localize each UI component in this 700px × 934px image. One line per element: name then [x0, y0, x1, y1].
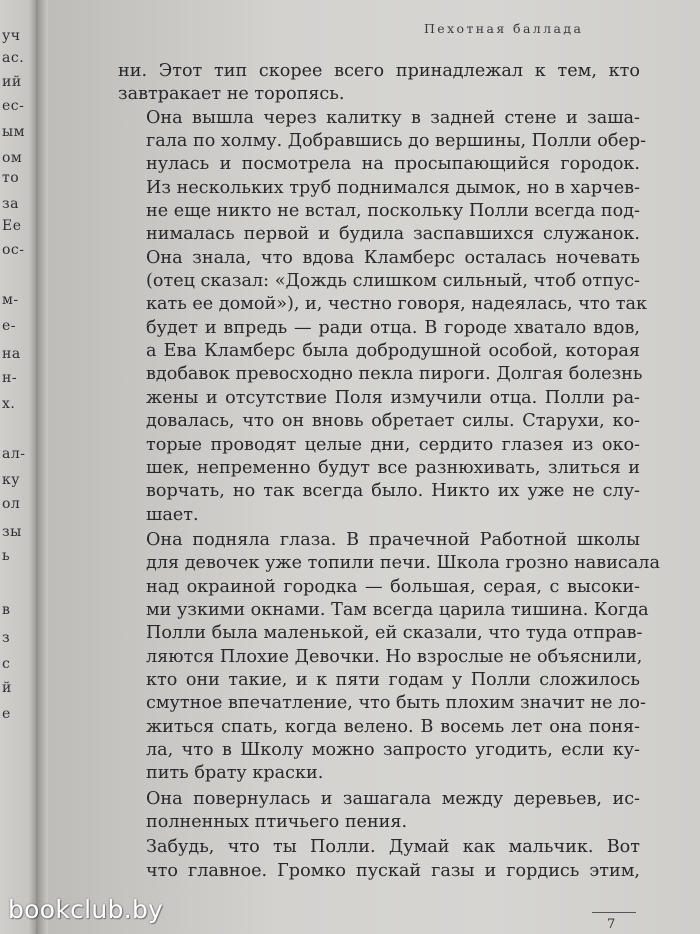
text-line: Она подняла глаза. В прачечной Работной школы [146, 529, 640, 550]
text-line: смутное впечатление, что быть плохим значит не ло- [146, 693, 646, 714]
text-line: кто они такие, и к пяти годам у Полли сложилось [146, 669, 640, 690]
text-line: кать ее домой»), и, честно говоря, надеялась, что так [146, 294, 647, 315]
left-page-fragment: ь [2, 548, 11, 564]
left-page-fragment: й [2, 680, 12, 696]
left-page-fragment: е- [2, 318, 17, 334]
left-page-fragment: на [2, 346, 21, 362]
text-line: ми узкими окнами. Там всегда царила тишина. Когда [146, 599, 649, 620]
left-page-fragment: то [2, 170, 20, 186]
left-page-fragment: е [2, 706, 11, 722]
left-page-fragment: ий [2, 74, 22, 90]
text-line: Она знала, что вдова Кламберс осталась ночевать [146, 247, 640, 268]
text-line: шает. [146, 504, 199, 525]
page-number: 7 [607, 917, 616, 932]
left-page-fragment: ом [2, 150, 23, 166]
text-line: шек, непременно будут все разнюхивать, злиться и [146, 457, 640, 478]
text-line: пить брату краски. [146, 763, 324, 784]
left-page-fragment: ал- [2, 446, 26, 462]
left-page-fragment: ас. [2, 50, 25, 66]
text-line: вдобавок превосходно пекла пироги. Долгая болезнь [146, 364, 643, 385]
running-header: Пехотная баллада [424, 21, 584, 36]
left-page-edge [0, 0, 36, 934]
text-line: торые проводят целые дни, сердито глазея из око- [146, 434, 640, 455]
text-line: не еще никто не встал, поскольку Полли всегда под- [146, 201, 640, 222]
left-page-fragment: за [2, 196, 19, 212]
text-line: нималась первой и будила заспавшихся служанок. [146, 224, 640, 245]
left-page-fragment: м- [2, 292, 19, 308]
footer-rule [592, 912, 636, 913]
text-line: будет и впредь — ради отца. В городе хватало вдов, [146, 317, 640, 338]
text-line: ни. Этот тип скорее всего принадлежал к тем, кто [118, 61, 640, 81]
left-page-fragment: ку [2, 472, 20, 488]
text-line: над окраиной городка — большая, серая, с высоки- [146, 576, 640, 597]
text-line: Из нескольких труб поднимался дымок, но в харчев- [146, 177, 640, 198]
left-page-fragment: ос- [2, 242, 25, 258]
left-page-fragment: Ее [2, 218, 22, 234]
text-line: что главное. Громко пускай газы и гордись этим, [146, 860, 640, 881]
paragraph [118, 836, 640, 883]
body-text [118, 60, 660, 883]
left-page-fragment: зы [2, 524, 22, 540]
text-line: Она повернулась и зашагала между деревьев, ис- [146, 788, 640, 809]
text-line: гала по холму. Добравшись до вершины, Полли обер- [146, 131, 647, 152]
left-page-fragment: ым [2, 124, 26, 140]
left-page-fragment: ол [2, 496, 21, 512]
text-line: Полли была маленькой, ей сказали, что туда отправ- [146, 623, 643, 644]
text-line: жены и отсутствие Поля измучили отца. Полли ра- [146, 387, 640, 408]
text-line: для девочек уже топили печи. Школа грозно нависала [146, 553, 660, 574]
text-line: а Ева Кламберс была добродушной особой, которая [146, 341, 640, 362]
left-page-fragment: уч [2, 28, 21, 44]
watermark-logo: bookclub.by [8, 895, 164, 924]
text-line: нулась и посмотрела на просыпающийся городок. [146, 154, 640, 175]
left-page-fragment: с [2, 656, 11, 672]
text-line: ла, что в Школу можно запросто угодить, если ку- [146, 739, 640, 760]
book-gutter [36, 0, 48, 934]
text-line: ляются Плохие Девочки. Но взрослые не объяснили, [146, 646, 643, 667]
paragraph [118, 788, 640, 835]
text-line: довалась, что он вновь обретает силы. Старухи, ко- [146, 411, 640, 432]
left-page-fragment: в [2, 602, 11, 618]
text-line: Она вышла через калитку в задней стене и заша- [146, 107, 640, 128]
left-page-fragment: з [2, 630, 11, 646]
text-line: житься спать, когда велено. В восемь лет она поня- [146, 716, 640, 737]
text-line: завтракает не торопясь. [118, 84, 345, 105]
paragraph [118, 60, 640, 107]
left-page-fragment: ес- [2, 98, 25, 114]
text-line: Забудь, что ты Полли. Думай как мальчик. Вот [146, 837, 640, 858]
paragraph [118, 529, 660, 786]
left-page-fragment: н- [2, 370, 18, 386]
paragraph [118, 107, 647, 527]
left-page-fragment: х. [2, 396, 16, 412]
text-line: (отец сказал: «Дождь слишком сильный, чтоб отпус- [146, 271, 640, 292]
text-line: ворчать, но так всегда было. Никто их уже не слу- [146, 481, 640, 502]
text-line: полненных птичьего пения. [146, 812, 408, 832]
